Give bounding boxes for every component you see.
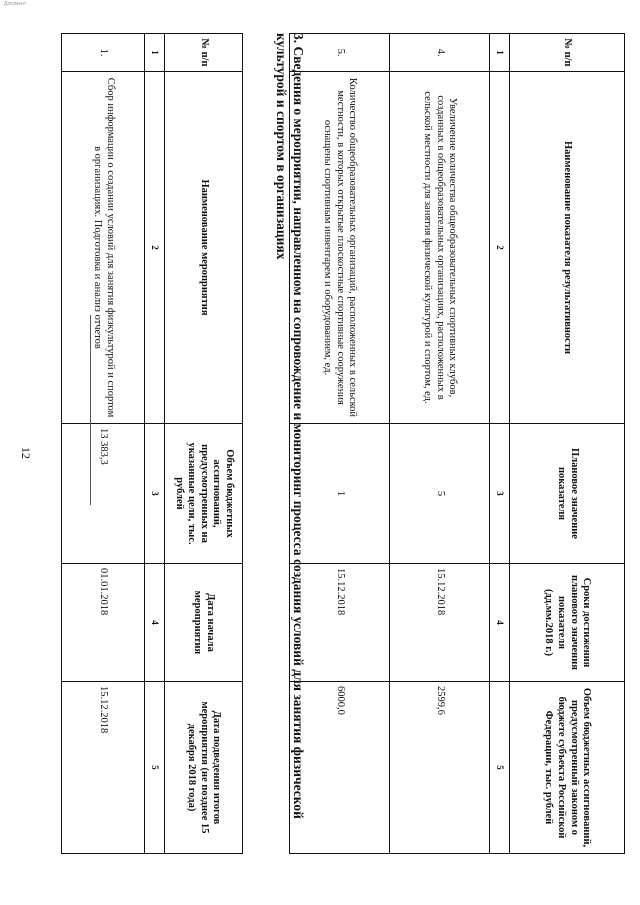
header-planned-value: Плановое значение показателя <box>510 424 625 564</box>
col-number: 5 <box>145 682 165 854</box>
table-row <box>390 34 490 854</box>
corner-mark: Документ <box>4 1 27 7</box>
header-indicator: Наименование показателя результативности <box>510 72 625 424</box>
col-number: 2 <box>490 72 510 424</box>
activities-table <box>61 33 243 854</box>
activity-text: Сбор информации о создании условий для занятия физкультурой и спортом в организациях. Подготовка и анализ отчетов <box>62 72 145 424</box>
summary-date-value: 15.12.2018 <box>62 682 145 854</box>
header-start-date: Дата начала мероприятия <box>165 564 243 682</box>
indicator-text: Увеличение количества общеобразовательных спортивных клубов, созданных в общеобразовательных организациях, расположенных в сельской местности для занятия физической культурой и спортом, ед. <box>390 72 490 424</box>
page-number: 12 <box>19 447 33 459</box>
section-heading: 3. Сведения о мероприятии, направленном на сопровождение и мониторинг процесса создания условий для занятия физической культурой и спортом в организациях <box>273 33 306 819</box>
col-number: 2 <box>145 72 165 424</box>
row-number: 5. <box>290 34 390 72</box>
start-date-value: 01.01.2018 <box>62 564 145 682</box>
col-number: 4 <box>145 564 165 682</box>
header-budget: Объем бюджетных ассигнований, предусмотренных на указанные цели, тыс. рублей <box>165 424 243 564</box>
footer-divider <box>90 315 91 505</box>
col-number: 3 <box>490 424 510 564</box>
header-deadline: Сроки достижения планового значения показателя (дд.мм.2018 г.) <box>510 564 625 682</box>
table-header-row <box>165 34 243 854</box>
indicator-text: Количество общеобразовательных организаций, расположенных в сельской местности, в которых открытые плоскостные спортивные сооружения оснащены спортивным инвентарем и оборудованием, ед. <box>290 72 390 424</box>
header-budget: Объем бюджетных ассигнований, предусмотренный законом о бюджете субъекта Российской Федерации, тыс. рублей <box>510 682 625 854</box>
header-no: № п/п <box>165 34 243 72</box>
col-number: 5 <box>490 682 510 854</box>
header-activity: Наименование мероприятия <box>165 72 243 424</box>
col-number: 4 <box>490 564 510 682</box>
planned-value: 5 <box>390 424 490 564</box>
deadline-value: 15.12.2018 <box>390 564 490 682</box>
column-number-row <box>490 34 510 854</box>
budget-value: 13 383,3 <box>62 424 145 564</box>
row-number: 1. <box>62 34 145 72</box>
table-header-row <box>510 34 625 854</box>
budget-value: 6000,0 <box>290 682 390 854</box>
budget-value: 2599,6 <box>390 682 490 854</box>
planned-value: 1 <box>290 424 390 564</box>
indicators-table <box>289 33 625 854</box>
deadline-value: 15.12.2018 <box>290 564 390 682</box>
col-number: 1 <box>145 34 165 72</box>
rotated-page-content <box>65 33 625 893</box>
header-no: № п/п <box>510 34 625 72</box>
column-number-row <box>145 34 165 854</box>
col-number: 3 <box>145 424 165 564</box>
table-row <box>62 34 145 854</box>
col-number: 1 <box>490 34 510 72</box>
header-summary-date: Дата подведения итогов мероприятия (не позднее 15 декабря 2018 года) <box>165 682 243 854</box>
row-number: 4. <box>390 34 490 72</box>
